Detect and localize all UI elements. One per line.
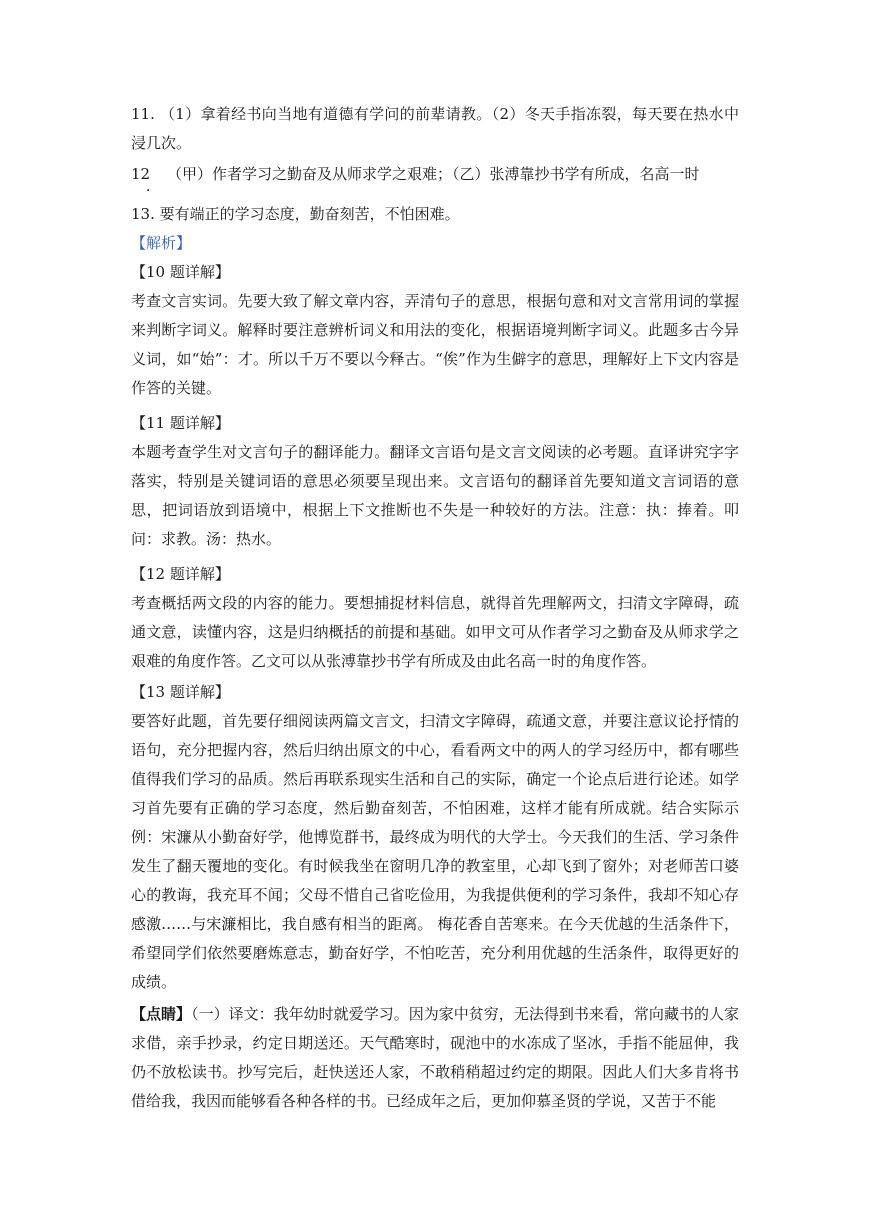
section-12-body: 考查概括两文段的内容的能力。要想捕捉材料信息，就得首先理解两文，扫清文字障碍，疏通文意，读懂内容，这是归纳概括的前提和基础。如甲文可从作者学习之勤奋及从师求学之艰难的角度作答。乙文可以从张溥靠抄书学有所成及由此名高一时的角度作答。	[131, 594, 739, 670]
section-13-body: 要答好此题，首先要仔细阅读两篇文言文，扫清文字障碍，疏通文意，并要注意议论抒情的语句，充分把握内容，然后归纳出原文的中心，看看两文中的两人的学习经历中，都有哪些值得我们学习的品质。然后再联系现实生活和自己的实际，确定一个论点后进行论述。如学习首先要有正确的学习态度，然后勤奋刻苦，不怕困难，这样才能有所成就。结合实际示例：宋濂从小勤奋好学，他博览群书，最终成为明代的大学士。今天我们的生活、学习条件发生了翻天覆地的变化。有时候我坐在窗明几净的教室里，心却飞到了窗外；对老师苦口婆心的教诲，我充耳不闻；父母不惜自己省吃俭用，为我提供便利的学习条件，我却不知心存感激……与宋濂相比，我自感有相当的距离。 梅花香自苦寒来。在今天优越的生活条件下，希望同学们依然要磨炼意志，勤奋好学，不怕吃苦，充分利用优越的生活条件，取得更好的成绩。	[131, 712, 739, 991]
answer-12	[131, 160, 739, 195]
section-12-heading: 【12 题详解】	[131, 565, 230, 583]
section-10-body: 考查文言实词。先要大致了解文章内容，弄清句子的意思，根据句意和对文言常用词的掌握来判断字词义。解释时要注意辨析词义和用法的变化，根据语境判断字词义。此题多古今异义词，如“始”：才。所以千万不要以今释古。“俟”作为生僻字的意思，理解好上下文内容是作答的关键。	[131, 292, 739, 397]
answer-11	[131, 100, 739, 158]
analysis-label: 【解析】	[131, 234, 192, 252]
section-10-heading: 【10 题详解】	[131, 263, 230, 281]
answer-13-text: 13. 要有端正的学习态度，勤奋刻苦，不怕困难。	[131, 205, 460, 223]
answer-13	[131, 200, 739, 229]
answer-12-text: （甲）作者学习之勤奋及从师求学之艰难；（乙）张溥靠抄书学有所成，名高一时	[167, 165, 700, 183]
analysis-heading	[131, 229, 739, 258]
section-11-heading: 【11 题详解】	[131, 414, 230, 432]
dianjing-body: （一）译文：我年幼时就爱学习。因为家中贫穷，无法得到书来看，常向藏书的人家求借，亲手抄录，约定日期送还。天气酷寒时，砚池中的水冻成了坚冰，手指不能屈伸，我仍不放松读书。抄写完后，赶快送还人家，不敢稍稍超过约定的期限。因此人们大多肯将书借给我，我因而能够看各种各样的书。已经成年之后，更加仰慕圣贤的学说，又苦于不能	[131, 1005, 739, 1110]
section-13	[131, 678, 739, 997]
answer-12-number: 12 ．	[131, 165, 160, 195]
dianjing-label: 【点睛】	[131, 1005, 192, 1023]
section-11	[131, 409, 739, 554]
section-10	[131, 258, 739, 403]
section-13-heading: 【13 题详解】	[131, 683, 230, 701]
section-11-body: 本题考查学生对文言句子的翻译能力。翻译文言语句是文言文阅读的必考题。直译讲究字字落实，特别是关键词语的意思必须要呈现出来。文言语句的翻译首先要知道文言词语的意思，把词语放到语境中，根据上下文推断也不失是一种较好的方法。注意：执：捧着。叩问：求教。汤：热水。	[131, 443, 739, 548]
answer-11-text: 11. （1）拿着经书向当地有道德有学问的前辈请教。（2）冬天手指冻裂，每天要在热水中浸几次。	[131, 105, 739, 152]
section-12	[131, 560, 739, 676]
dianjing-section	[131, 1000, 739, 1116]
